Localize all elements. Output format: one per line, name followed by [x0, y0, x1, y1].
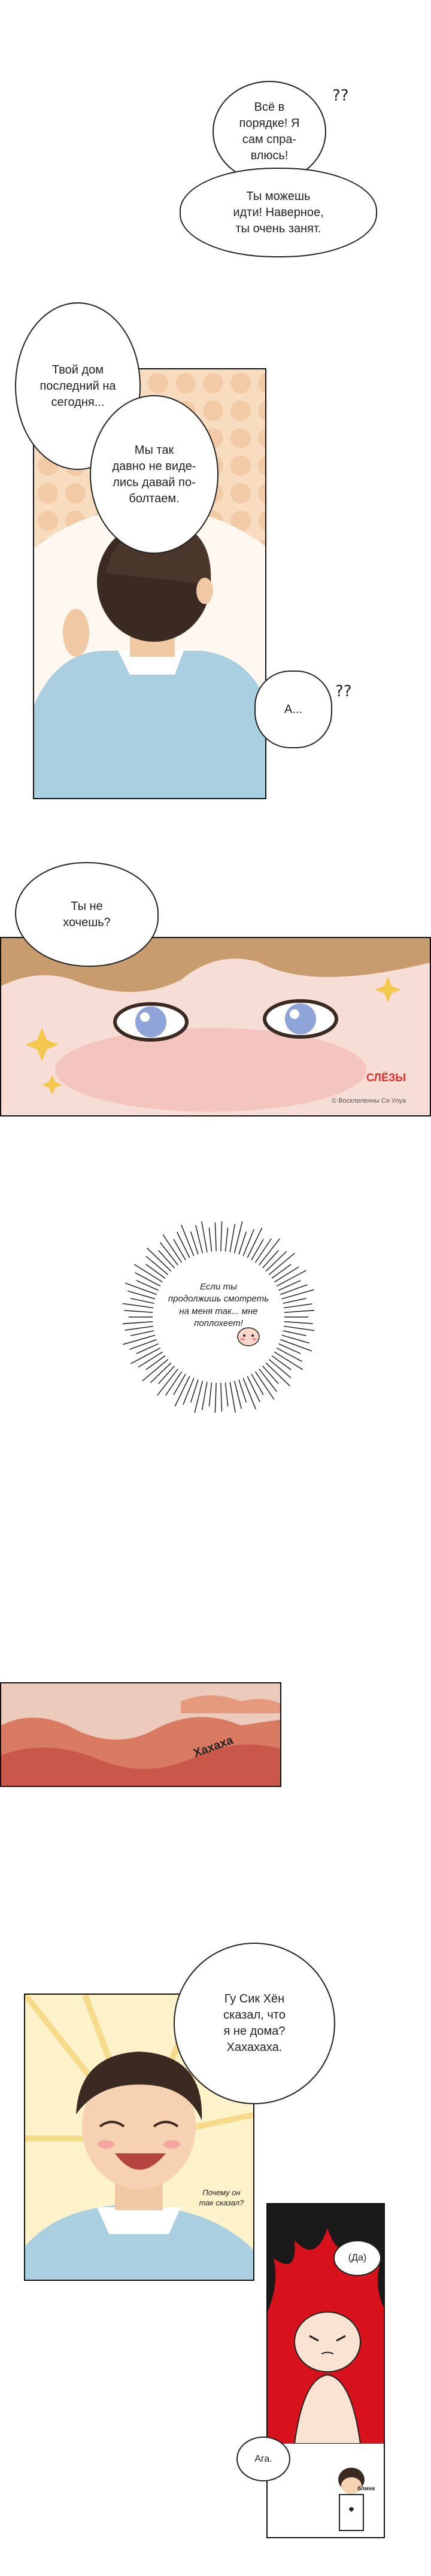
- speech-text: Ты не хочешь?: [63, 899, 111, 929]
- small-thought-why: Почему он так сказал?: [199, 2188, 244, 2207]
- burst-line: [209, 1228, 211, 1252]
- speech-text: Мы так давно не виде- лись давай по- болтаем.: [112, 443, 196, 505]
- watermark-credit: © Восклеленны Ся Улуа: [332, 1097, 406, 1105]
- burst-line: [284, 1304, 312, 1308]
- burst-line: [284, 1326, 314, 1331]
- burst-line: [123, 1303, 153, 1308]
- burst-line: [123, 1322, 153, 1324]
- speech-bubble-not-home: [174, 1943, 335, 2104]
- speech-text: Гу Сик Хён сказал, что я не дома? Хахахаха.: [223, 1992, 286, 2054]
- burst-line: [280, 1340, 312, 1351]
- burst-line: [277, 1348, 302, 1362]
- burst-line: [263, 1366, 279, 1384]
- speech-bubble-aha: [236, 2437, 290, 2481]
- burst-line: [195, 1381, 203, 1413]
- burst-line: [221, 1383, 222, 1412]
- burst-line: [221, 1221, 222, 1251]
- burst-line: [181, 1225, 194, 1256]
- burst-line: [130, 1331, 154, 1336]
- burst-line: [215, 1383, 216, 1413]
- burst-line: [202, 1382, 207, 1410]
- burst-line: [159, 1366, 175, 1384]
- speech-bubble-ah: [254, 670, 332, 748]
- burst-line: [247, 1376, 260, 1402]
- burst-line: [159, 1251, 175, 1269]
- panel-chibi: [266, 2203, 385, 2538]
- speech-text: Ага.: [254, 2453, 272, 2464]
- burst-line: [124, 1310, 153, 1312]
- blush-face-icon: [236, 1326, 260, 1346]
- burst-line: [146, 1356, 165, 1370]
- burst-line: [272, 1356, 291, 1370]
- speech-text: Твой дом последний на сегодня...: [40, 363, 116, 409]
- burst-line: [225, 1382, 227, 1406]
- burst-line: [174, 1374, 186, 1395]
- speech-text: Всё в порядке! Я сам спра- влюсь!: [239, 101, 300, 162]
- burst-line: [251, 1239, 263, 1260]
- burst-line: [177, 1232, 190, 1258]
- speech-bubble-dont-want: [15, 862, 159, 967]
- speech-bubble-go: [180, 168, 377, 257]
- panel-eyes-closeup-art: [1, 938, 431, 1116]
- speech-text: Ты можешь идти! Наверное, ты очень занят.: [233, 189, 324, 235]
- sfx-laugh: Хахаха: [192, 1733, 235, 1761]
- question-marks: ??: [332, 87, 349, 105]
- burst-line: [215, 1222, 216, 1251]
- burst-line: [125, 1326, 154, 1330]
- burst-line: [175, 1376, 190, 1406]
- burst-line: [230, 1382, 236, 1413]
- burst-line: [283, 1331, 306, 1336]
- burst-line: [201, 1221, 207, 1252]
- burst-line: [243, 1378, 256, 1409]
- burst-line: [272, 1264, 291, 1279]
- burst-line: [183, 1378, 194, 1405]
- burst-line: [174, 1239, 186, 1260]
- burst-line: [225, 1228, 227, 1252]
- burst-line: [146, 1264, 165, 1279]
- burst-line: [284, 1310, 314, 1312]
- burst-line: [138, 1352, 163, 1367]
- burst-line: [251, 1374, 263, 1395]
- burst-line: [263, 1251, 279, 1269]
- speech-text: А...: [284, 702, 302, 716]
- burst-line: [235, 1221, 243, 1253]
- burst-line: [230, 1224, 235, 1252]
- burst-line: [243, 1230, 254, 1257]
- burst-line: [274, 1267, 299, 1282]
- burst-line: [209, 1382, 211, 1406]
- watermark-brand: СЛЁЗЫ: [366, 1072, 406, 1084]
- sfx-blink: блинк: [357, 2486, 375, 2492]
- question-marks: ??: [335, 682, 352, 700]
- panel-sunset-art: [1, 1683, 281, 1787]
- burst-line: [123, 1335, 155, 1344]
- burst-line: [166, 1372, 182, 1395]
- burst-line: [256, 1239, 272, 1263]
- burst-line: [247, 1228, 262, 1258]
- panel-sunset: [0, 1682, 281, 1787]
- speech-bubble-yes: [333, 2240, 381, 2276]
- thought-text: Если ты продолжишь смотреть на меня так... мне поплохеет!: [168, 1282, 269, 1328]
- burst-line: [284, 1322, 313, 1324]
- speech-bubble-chat: [90, 395, 218, 554]
- speech-text: (Да): [348, 2253, 367, 2264]
